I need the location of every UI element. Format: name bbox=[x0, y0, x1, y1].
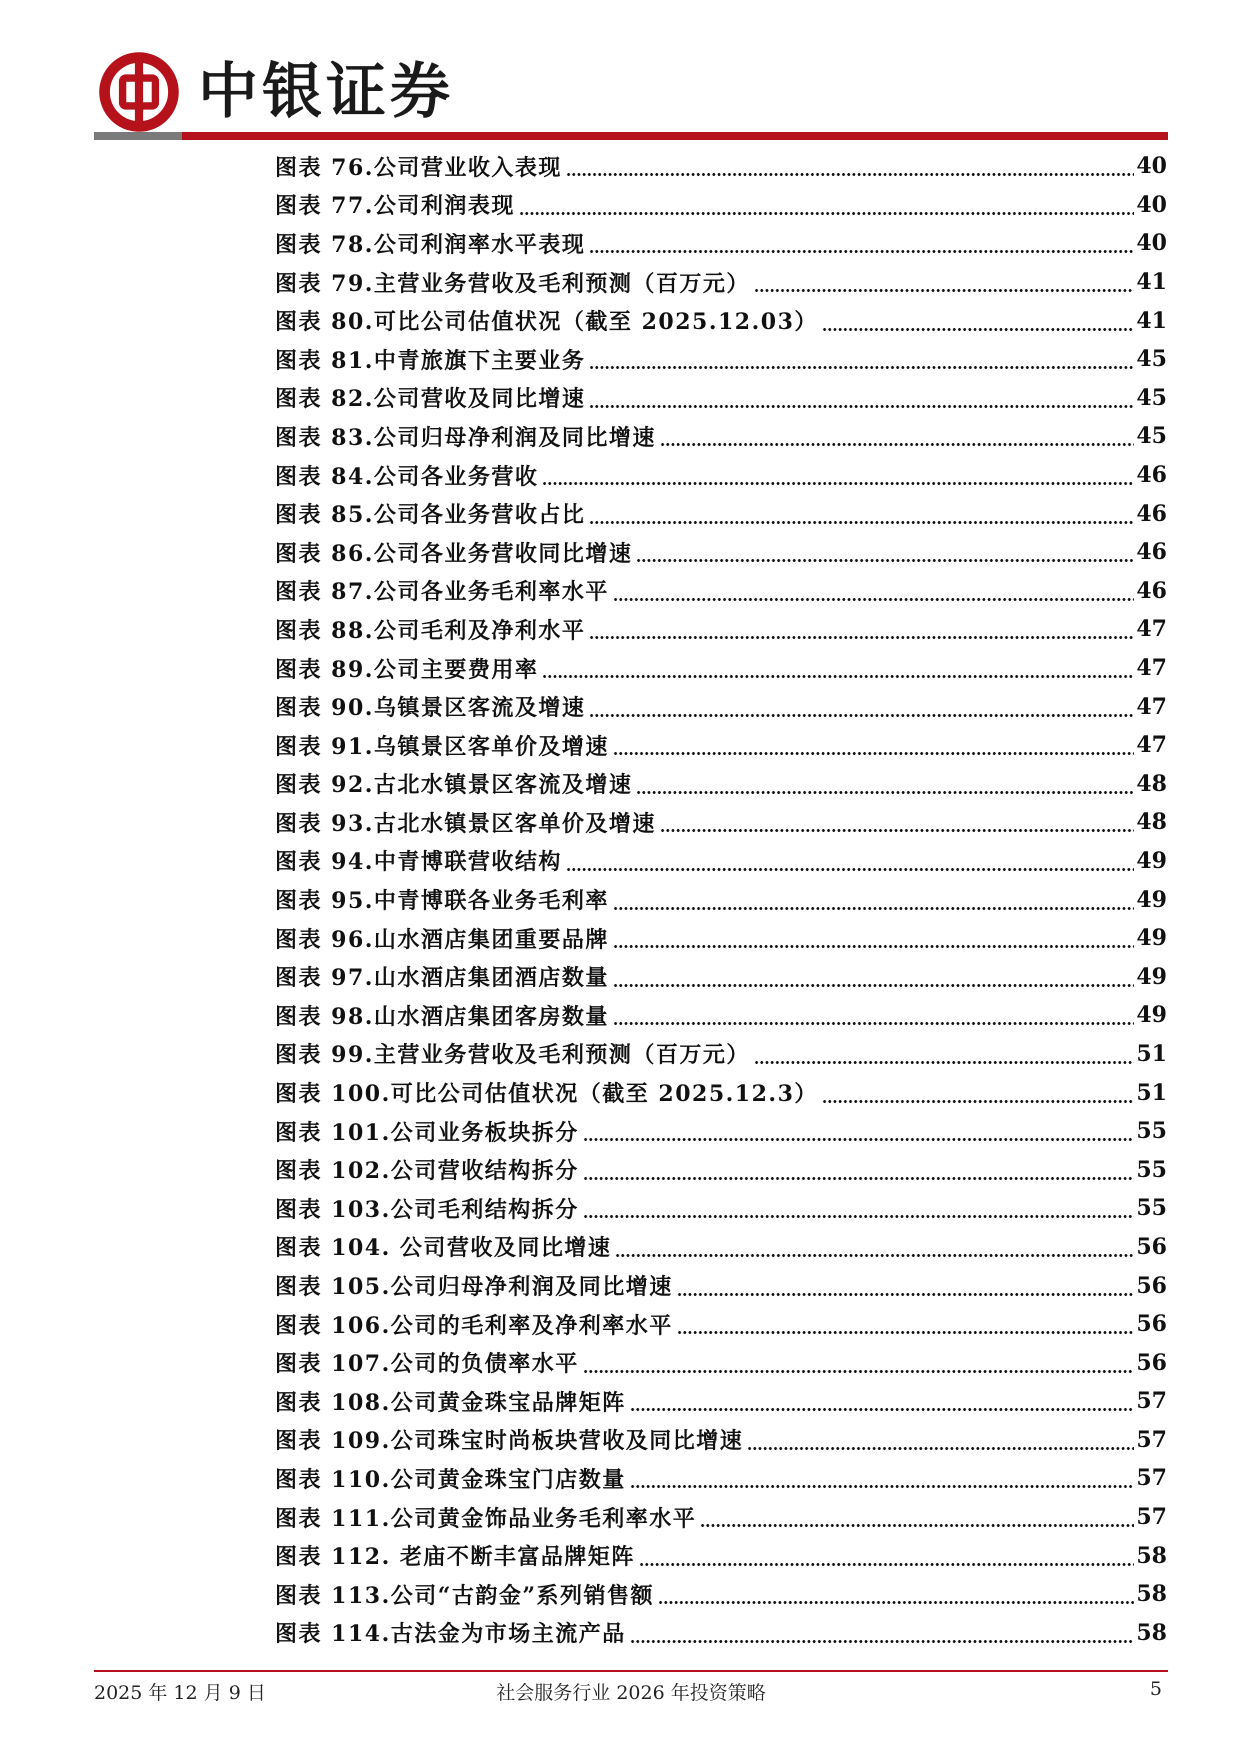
toc-entry-page: 41 bbox=[1136, 307, 1167, 334]
toc-entry-title: 图表 77.公司利润表现 bbox=[275, 193, 515, 220]
toc-entry[interactable] bbox=[275, 996, 1167, 1035]
toc-entry[interactable] bbox=[275, 1266, 1167, 1305]
toc-entry[interactable] bbox=[275, 456, 1167, 495]
footer-rule bbox=[94, 1670, 1168, 1672]
toc-dot-leader bbox=[613, 927, 1134, 949]
toc-dot-leader bbox=[589, 387, 1134, 409]
toc-entry-title: 图表 82.公司营收及同比增速 bbox=[275, 386, 586, 413]
toc-entry-page: 49 bbox=[1136, 963, 1167, 990]
toc-entry-page: 57 bbox=[1136, 1426, 1167, 1453]
toc-entry-title: 图表 102.公司营收结构拆分 bbox=[275, 1158, 579, 1185]
toc-entry-page: 46 bbox=[1136, 539, 1167, 566]
toc-entry[interactable] bbox=[275, 301, 1167, 340]
toc-dot-leader bbox=[613, 966, 1134, 988]
toc-entry-title: 图表 91.乌镇景区客单价及增速 bbox=[275, 733, 609, 760]
toc-entry-title: 图表 93.古北水镇景区客单价及增速 bbox=[275, 810, 656, 837]
toc-entry[interactable] bbox=[275, 919, 1167, 958]
toc-entry[interactable] bbox=[275, 1073, 1167, 1112]
toc-dot-leader bbox=[613, 1004, 1134, 1026]
header-rule bbox=[94, 132, 1168, 140]
toc-entry-page: 49 bbox=[1136, 1002, 1167, 1029]
toc-entry-title: 图表 92.古北水镇景区客流及增速 bbox=[275, 772, 633, 799]
toc-dot-leader bbox=[566, 155, 1134, 177]
toc-entry-title: 图表 86.公司各业务营收同比增速 bbox=[275, 540, 633, 567]
toc-entry[interactable] bbox=[275, 1228, 1167, 1267]
toc-entry[interactable] bbox=[275, 610, 1167, 649]
toc-entry-page: 48 bbox=[1136, 809, 1167, 836]
toc-dot-leader bbox=[700, 1506, 1134, 1528]
toc-dot-leader bbox=[639, 1545, 1134, 1567]
toc-entry[interactable] bbox=[275, 1614, 1167, 1653]
page-footer bbox=[94, 1678, 1168, 1708]
toc-dot-leader bbox=[583, 1197, 1135, 1219]
toc-dot-leader bbox=[583, 1120, 1135, 1142]
toc-entry-page: 45 bbox=[1136, 346, 1167, 373]
toc-entry-title: 图表 76.公司营业收入表现 bbox=[275, 154, 562, 181]
toc-entry[interactable] bbox=[275, 533, 1167, 572]
toc-entry-page: 47 bbox=[1136, 616, 1167, 643]
toc-entry-title: 图表 111.公司黄金饰品业务毛利率水平 bbox=[275, 1505, 697, 1532]
toc-entry-page: 49 bbox=[1136, 847, 1167, 874]
toc-entry[interactable] bbox=[275, 1189, 1167, 1228]
toc-entry-title: 图表 101.公司业务板块拆分 bbox=[275, 1119, 579, 1146]
toc-dot-leader bbox=[636, 773, 1134, 795]
header-rule-gray bbox=[94, 132, 182, 140]
toc-entry[interactable] bbox=[275, 1035, 1167, 1074]
toc-entry[interactable] bbox=[275, 765, 1167, 804]
toc-entry-page: 49 bbox=[1136, 886, 1167, 913]
toc-entry[interactable] bbox=[275, 726, 1167, 765]
toc-entry[interactable] bbox=[275, 572, 1167, 611]
toc-entry-title: 图表 107.公司的负债率水平 bbox=[275, 1351, 579, 1378]
toc-entry-title: 图表 114.古法金为市场主流产品 bbox=[275, 1621, 626, 1648]
toc-entry-page: 57 bbox=[1136, 1465, 1167, 1492]
toc-entry-title: 图表 112. 老庙不断丰富品牌矩阵 bbox=[275, 1544, 635, 1571]
toc-entry-page: 49 bbox=[1136, 925, 1167, 952]
toc-dot-leader bbox=[630, 1390, 1135, 1412]
toc-entry-page: 55 bbox=[1136, 1156, 1167, 1183]
toc-entry-page: 48 bbox=[1136, 770, 1167, 797]
toc-dot-leader bbox=[589, 618, 1134, 640]
toc-entry-page: 51 bbox=[1136, 1079, 1167, 1106]
toc-entry-title: 图表 94.中青博联营收结构 bbox=[275, 849, 562, 876]
toc-entry[interactable] bbox=[275, 494, 1167, 533]
toc-entry-title: 图表 109.公司珠宝时尚板块营收及同比增速 bbox=[275, 1428, 744, 1455]
toc-entry[interactable] bbox=[275, 803, 1167, 842]
toc-entry-title: 图表 78.公司利润率水平表现 bbox=[275, 231, 586, 258]
toc-entry[interactable] bbox=[275, 224, 1167, 263]
bank-of-china-logo-icon bbox=[98, 51, 180, 133]
toc-entry-title: 图表 108.公司黄金珠宝品牌矩阵 bbox=[275, 1389, 626, 1416]
toc-entry-page: 58 bbox=[1136, 1581, 1167, 1608]
toc-entry-page: 55 bbox=[1136, 1118, 1167, 1145]
toc-entry[interactable] bbox=[275, 1498, 1167, 1537]
toc-dot-leader bbox=[583, 1352, 1135, 1374]
toc-entry-title: 图表 84.公司各业务营收 bbox=[275, 463, 539, 490]
toc-dot-leader bbox=[589, 348, 1134, 370]
footer-date: 2025 年 12 月 9 日 bbox=[94, 1682, 266, 1704]
toc-entry-page: 40 bbox=[1136, 191, 1167, 218]
toc-entry[interactable] bbox=[275, 687, 1167, 726]
toc-entry-title: 图表 103.公司毛利结构拆分 bbox=[275, 1196, 579, 1223]
toc-entry-page: 41 bbox=[1136, 269, 1167, 296]
toc-entry-page: 45 bbox=[1136, 423, 1167, 450]
toc-entry[interactable] bbox=[275, 1459, 1167, 1498]
toc-entry[interactable] bbox=[275, 1382, 1167, 1421]
toc-entry-page: 46 bbox=[1136, 462, 1167, 489]
toc-entry-page: 40 bbox=[1136, 230, 1167, 257]
toc-dot-leader bbox=[566, 850, 1134, 872]
toc-entry-page: 45 bbox=[1136, 384, 1167, 411]
toc-entry-page: 46 bbox=[1136, 577, 1167, 604]
toc-entry-title: 图表 105.公司归母净利润及同比增速 bbox=[275, 1274, 673, 1301]
toc-entry[interactable] bbox=[275, 379, 1167, 418]
toc-dot-leader bbox=[822, 310, 1135, 332]
toc-entry-title: 图表 104. 公司营收及同比增速 bbox=[275, 1235, 612, 1262]
toc-dot-leader bbox=[677, 1313, 1135, 1335]
toc-dot-leader bbox=[542, 657, 1134, 679]
toc-entry[interactable] bbox=[275, 417, 1167, 456]
toc-dot-leader bbox=[747, 1429, 1134, 1451]
toc-entry-page: 46 bbox=[1136, 500, 1167, 527]
toc-dot-leader bbox=[589, 503, 1134, 525]
toc-entry-page: 51 bbox=[1136, 1040, 1167, 1067]
toc-entry[interactable] bbox=[275, 263, 1167, 302]
toc-entry-title: 图表 85.公司各业务营收占比 bbox=[275, 502, 586, 529]
toc-dot-leader bbox=[630, 1467, 1135, 1489]
toc-entry[interactable] bbox=[275, 649, 1167, 688]
toc-entry-page: 40 bbox=[1136, 153, 1167, 180]
toc-entry-page: 56 bbox=[1136, 1311, 1167, 1338]
toc-dot-leader bbox=[660, 425, 1134, 447]
toc-entry-page: 47 bbox=[1136, 732, 1167, 759]
toc-entry-title: 图表 87.公司各业务毛利率水平 bbox=[275, 579, 609, 606]
toc-dot-leader bbox=[636, 541, 1134, 563]
toc-entry[interactable] bbox=[275, 340, 1167, 379]
toc-entry-page: 56 bbox=[1136, 1349, 1167, 1376]
toc-entry-page: 57 bbox=[1136, 1504, 1167, 1531]
toc-entry-title: 图表 95.中青博联各业务毛利率 bbox=[275, 888, 609, 915]
toc-entry-title: 图表 80.可比公司估值状况（截至 2025.12.03） bbox=[275, 309, 818, 336]
toc-entry[interactable] bbox=[275, 842, 1167, 881]
toc-dot-leader bbox=[660, 811, 1134, 833]
toc-entry-title: 图表 97.山水酒店集团酒店数量 bbox=[275, 965, 609, 992]
toc-entry-title: 图表 110.公司黄金珠宝门店数量 bbox=[275, 1466, 626, 1493]
brand-logo bbox=[98, 50, 454, 134]
footer-page-number: 5 bbox=[1149, 1678, 1162, 1700]
toc-entry-title: 图表 88.公司毛利及净利水平 bbox=[275, 617, 586, 644]
toc-entry-page: 55 bbox=[1136, 1195, 1167, 1222]
toc-entry[interactable] bbox=[275, 1343, 1167, 1382]
toc-entry-page: 58 bbox=[1136, 1542, 1167, 1569]
toc-entry[interactable] bbox=[275, 957, 1167, 996]
toc-entry[interactable] bbox=[275, 1305, 1167, 1344]
toc-entry[interactable] bbox=[275, 1150, 1167, 1189]
toc-entry[interactable] bbox=[275, 1112, 1167, 1151]
footer-report-title: 社会服务行业 2026 年投资策略 bbox=[496, 1682, 766, 1704]
toc-dot-leader bbox=[613, 580, 1134, 602]
toc-entry-page: 56 bbox=[1136, 1272, 1167, 1299]
toc-entry-title: 图表 96.山水酒店集团重要品牌 bbox=[275, 926, 609, 953]
toc-dot-leader bbox=[754, 271, 1134, 293]
brand-name: 中银证券 bbox=[198, 57, 454, 127]
toc-entry-title: 图表 113.公司“古韵金”系列销售额 bbox=[275, 1582, 655, 1609]
toc-dot-leader bbox=[754, 1043, 1134, 1065]
toc-entry[interactable] bbox=[275, 147, 1167, 186]
toc-dot-leader bbox=[589, 696, 1134, 718]
toc-entry-title: 图表 90.乌镇景区客流及增速 bbox=[275, 695, 586, 722]
toc-dot-leader bbox=[630, 1622, 1135, 1644]
toc-entry[interactable] bbox=[275, 1536, 1167, 1575]
toc-dot-leader bbox=[677, 1275, 1135, 1297]
toc-entry-title: 图表 100.可比公司估值状况（截至 2025.12.3） bbox=[275, 1081, 818, 1108]
toc-dot-leader bbox=[615, 1236, 1134, 1258]
toc-entry-title: 图表 81.中青旅旗下主要业务 bbox=[275, 347, 586, 374]
toc-entry-title: 图表 99.主营业务营收及毛利预测（百万元） bbox=[275, 1042, 750, 1069]
toc-entry-title: 图表 89.公司主要费用率 bbox=[275, 656, 539, 683]
toc-dot-leader bbox=[589, 232, 1134, 254]
toc-dot-leader bbox=[658, 1583, 1134, 1605]
toc-entry[interactable] bbox=[275, 186, 1167, 225]
toc-entry[interactable] bbox=[275, 1575, 1167, 1614]
toc-dot-leader bbox=[822, 1082, 1135, 1104]
toc-entry-page: 56 bbox=[1136, 1233, 1167, 1260]
toc-dot-leader bbox=[542, 464, 1134, 486]
toc-entry[interactable] bbox=[275, 880, 1167, 919]
toc-entry-title: 图表 79.主营业务营收及毛利预测（百万元） bbox=[275, 270, 750, 297]
toc-entry-page: 47 bbox=[1136, 655, 1167, 682]
toc-entry-title: 图表 98.山水酒店集团客房数量 bbox=[275, 1003, 609, 1030]
toc-entry-page: 47 bbox=[1136, 693, 1167, 720]
toc-dot-leader bbox=[519, 194, 1134, 216]
toc-entry[interactable] bbox=[275, 1421, 1167, 1460]
toc-entry-title: 图表 106.公司的毛利率及净利率水平 bbox=[275, 1312, 673, 1339]
toc-entry-page: 58 bbox=[1136, 1619, 1167, 1646]
toc-dot-leader bbox=[583, 1159, 1135, 1181]
header-rule-red bbox=[182, 132, 1168, 140]
toc-dot-leader bbox=[613, 734, 1134, 756]
toc-dot-leader bbox=[613, 889, 1134, 911]
toc-entry-page: 57 bbox=[1136, 1388, 1167, 1415]
toc-entry-title: 图表 83.公司归母净利润及同比增速 bbox=[275, 424, 656, 451]
figure-list bbox=[275, 147, 1167, 1652]
